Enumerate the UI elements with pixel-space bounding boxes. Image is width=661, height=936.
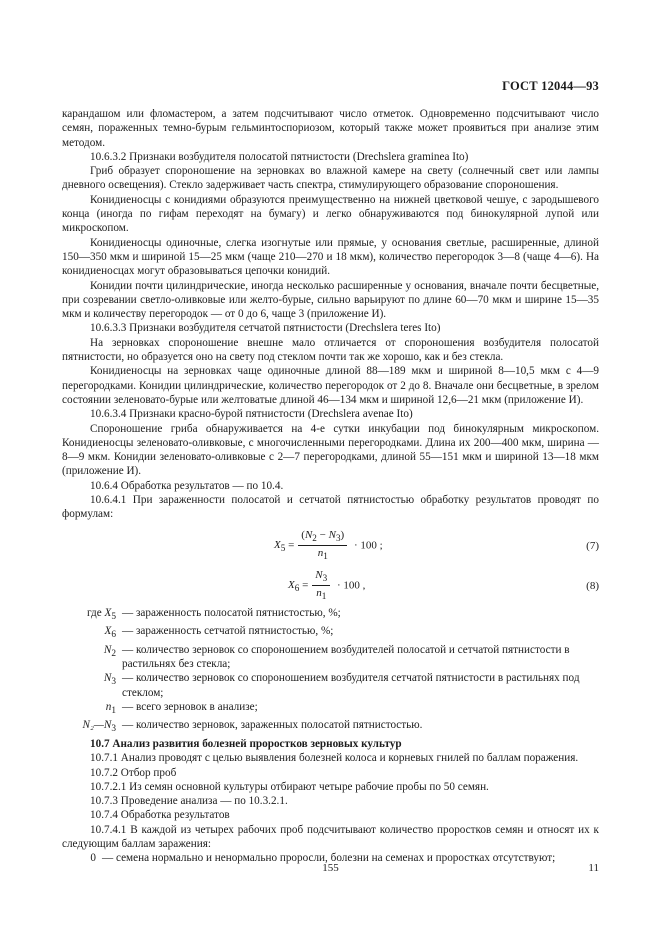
subsection-heading: 10.7.2 Отбор проб (90, 766, 177, 779)
legend-symbol: $N_3$ (103, 672, 116, 688)
paragraph: 10.7.1 Анализ проводят с целью выявления болезней колоса и корневых гнилей по баллам поражения. (90, 752, 579, 765)
legend-symbol: $n_1$ (105, 700, 116, 717)
paragraph: На зерновках спороношение внешне мало отличается от спороношения возбудителя полосатой пятнистости, но образуется оно на свету под стеклом почти так же хорошо, как и без стекла. (62, 336, 599, 364)
formula-7-fraction: $\frac{(N_2 - N_3)}{n_1}$ (298, 528, 347, 564)
paragraph: Гриб образует спороношение на зерновках во влажной камере на свету (солнечный свет или лампы дневного освещения). Стекло задерживает часть спектра, стимулирующего образование спороношения. (62, 165, 599, 192)
formula-8-fraction: $\frac{N_3}{n_1}$ (312, 568, 330, 604)
formula-legend (62, 606, 599, 737)
legend-symbol: $X_6$ (104, 625, 116, 641)
legend-text: — зараженность полосатой пятнистостью, %; (122, 606, 341, 619)
paragraph: Спороношение гриба обнаруживается на 4-е сутки инкубации под бинокулярным микроскопом. Конидиеносцы зеленовато-оливковые, с многочисленными перегородками. Длина их 200—400 мкм, ширина — 8—9 мкм. Конидии зеленовато-оливковые с 2—7 перегородками, длиной 55—151 мкм и шириной 13—18 мкм (приложение И). (62, 422, 599, 478)
paragraph: Конидиеносцы одиночные, слегка изогнутые или прямые, у основания светлые, расширенные, длиной 150—350 мкм и шириной 15—25 мкм (чаще 210—270 и 18 мкм), количество перегородок 3—8 (чаще 4—6). На конидиеносцах могут образовываться цепочки конидий. (62, 236, 599, 278)
formula-7-number: (7) (586, 539, 599, 552)
list-item-number: 0 (90, 852, 96, 865)
legend-text: — количество зерновок, зараженных полосатой пятнистостью. (122, 719, 423, 732)
document-code: ГОСТ 12044—93 (502, 79, 599, 93)
formula-8 (62, 566, 599, 602)
paragraph: 10.6.4.1 При зараженности полосатой и сетчатой пятнистостью обработку результатов проводят по формулам: (62, 494, 599, 521)
legend-text: — количество зерновок со спороношением возбудителя сетчатой пятнистости в растильнях под стеклом; (122, 672, 580, 699)
formula-7-expression: $X_5$ = $\frac{(N_2 - N_3)}{n_1}$ · 100 ; (274, 528, 383, 564)
legend-text: — количество зерновок со спороношением возбудителей полосатой и сетчатой пятнистости в растильнях без стекла; (122, 643, 570, 670)
subsection-heading: 10.6.4 Обработка результатов — по 10.4. (90, 479, 284, 492)
subsection-heading: 10.6.3.4 Признаки красно-бурой пятнистости (Drechslera avenae Ito) (90, 408, 413, 421)
page-number-right: 11 (588, 862, 599, 874)
formula-8-number: (8) (586, 579, 599, 592)
section-heading: 10.7 Анализ развития болезней проростков зерновых культур (90, 737, 402, 750)
list-item-text: — семена нормально и ненормально проросли, болезни на семенах и проростках отсутствуют; (102, 852, 556, 865)
page-body (62, 107, 599, 866)
legend-text: — всего зерновок в анализе; (122, 700, 258, 713)
paragraph: Конидиеносцы на зерновках чаще одиночные длиной 88—189 мкм и шириной 8—10,5 мкм с 4—9 перегородками. Конидии цилиндрические, количество перегородок от 2 до 8. Вначале они бесцветные, в зрелом состоянии зеленовато-бурые или желтоватые длиной 46—134 мкм и шириной 12,6—21 мкм (приложение И). (62, 365, 599, 406)
subsection-heading: 10.6.3.3 Признаки возбудителя сетчатой пятнистости (Drechslera teres Ito) (90, 322, 441, 335)
page-number-center: 155 (322, 862, 339, 874)
legend-symbol: где $X_5$ (86, 606, 116, 622)
paragraph: Конидиеносцы с конидиями образуются преимущественно на нижней цветковой чешуе, с зародышевого конца (иногда по гифам переходят на бумагу) и легко обнаруживаются под бинокулярной лупой или микроскопом. (62, 193, 599, 235)
paragraph: Конидии почти цилиндрические, иногда несколько расширенные у основания, вначале почти бесцветные, при созревании светло-оливковые или желто-бурые, сильно варьируют по длине 60—70 мкм и ширине 15—35 мкм и количеству перегородок — от 0 до 6, чаще 3 (приложение И). (62, 279, 599, 321)
paragraph: 10.7.4.1 В каждой из четырех рабочих проб подсчитывают количество проростков семян и относят их к следующим баллам заражения: (62, 823, 599, 850)
subsection-heading: 10.6.3.2 Признаки возбудителя полосатой пятнистости (Drechslera graminea Ito) (90, 150, 469, 163)
subsection-heading: 10.7.4 Обработка результатов (90, 809, 230, 822)
legend-text: — зараженность сетчатой пятнистостью, %; (122, 625, 334, 638)
paragraph: карандашом или фломастером, а затем подсчитывают число отметок. Одновременно подсчитывают число семян, пораженных темно-бурым гельминтоспориозом, который также может проявиться при анализе этим методом. (62, 108, 599, 149)
paragraph: 10.7.2.1 Из семян основной культуры отбирают четыре рабочие пробы по 50 семян. (90, 780, 489, 793)
formula-8-expression: $X_6$ = $\frac{N_3}{n_1}$ · 100 , (288, 568, 365, 604)
legend-symbol: $N_2—N_3$ (82, 719, 116, 735)
legend-symbol: $N_2$ (103, 643, 116, 659)
formula-7 (62, 526, 599, 562)
paragraph: 10.7.3 Проведение анализа — по 10.3.2.1. (90, 795, 288, 808)
